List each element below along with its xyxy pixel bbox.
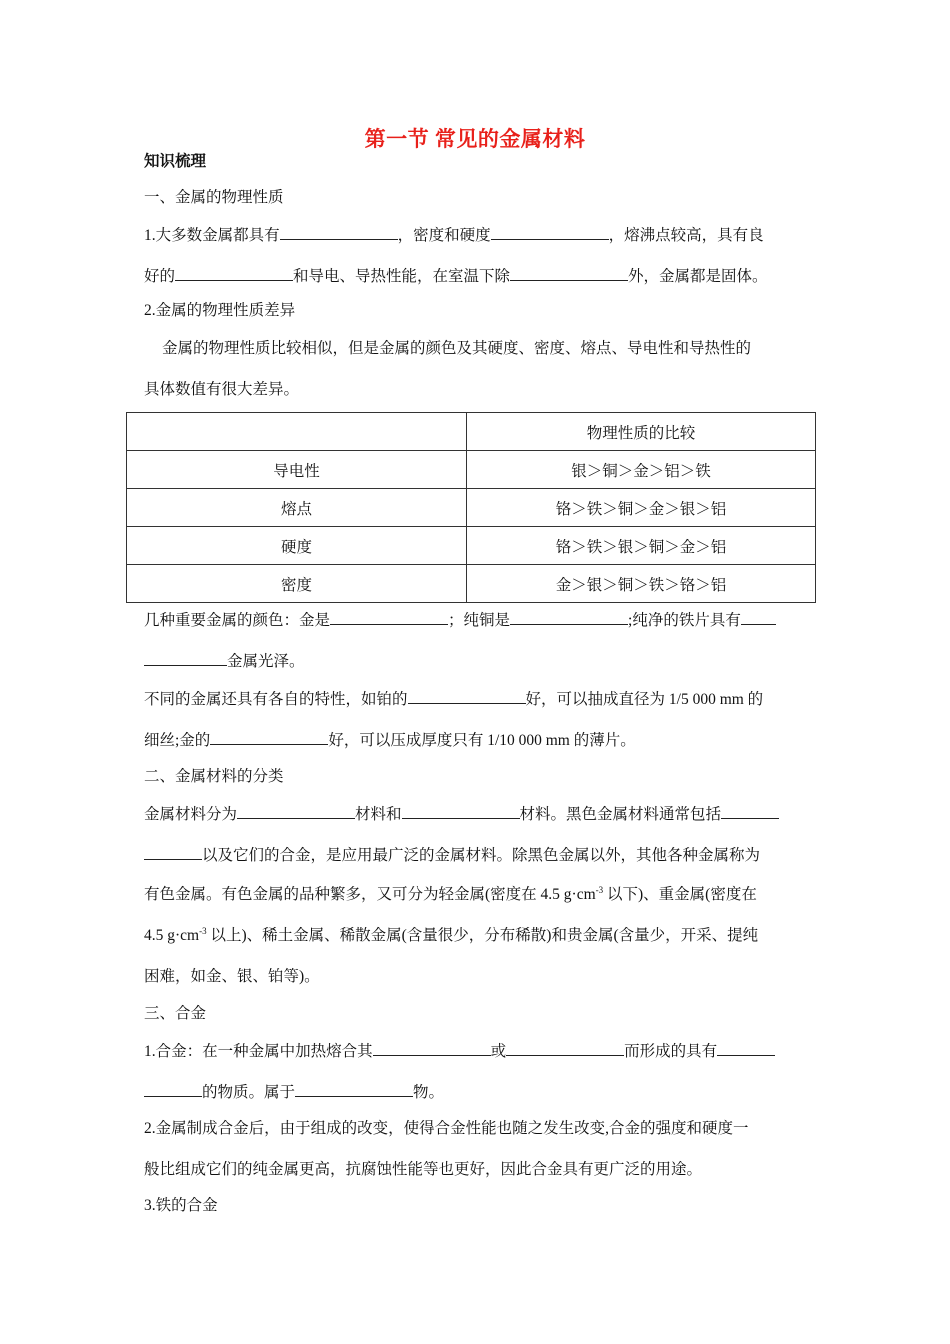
paragraph-2-line-1: 金属的物理性质比较相似，但是金属的颜色及其硬度、密度、熔点、导电性和导热性的 (162, 340, 752, 357)
fill-blank[interactable] (210, 729, 328, 745)
text: 和导电、导热性能，在室温下除 (293, 268, 511, 285)
text: 好，可以抽成直径为 1/5 000 mm 的 (525, 691, 764, 708)
property-cell: 密度 (127, 565, 467, 603)
table-header-cell: 物理性质的比较 (467, 413, 816, 451)
paragraph-1-line-2 (144, 265, 808, 287)
table-row (127, 451, 816, 489)
metal-colors-line-1 (144, 609, 808, 631)
fill-blank[interactable] (295, 1081, 413, 1097)
page-title: 第一节 常见的金属材料 (364, 127, 586, 151)
text: 好，可以压成厚度只有 1/10 000 mm 的薄片。 (328, 732, 636, 749)
text: 有色金属。有色金属的品种繁多，又可分为轻金属(密度在 4.5 g·cm (144, 886, 596, 903)
text: 而形成的具有 (624, 1043, 718, 1060)
section-heading: 知识梳理 (144, 153, 207, 170)
text: 1.大多数金属都具有 (144, 227, 280, 244)
fill-blank[interactable] (408, 688, 526, 704)
paragraph-1-line-1 (144, 224, 808, 246)
heading-property-differences: 2.金属的物理性质差异 (144, 302, 296, 319)
alloy-paragraph-2-line-1: 2.金属制成合金后，由于组成的改变，使得合金性能也随之发生改变,合金的强度和硬度一 (144, 1120, 749, 1137)
fill-blank[interactable] (510, 609, 628, 625)
text: 不同的金属还具有各自的特性，如铂的 (144, 691, 408, 708)
text: 金属光泽。 (227, 653, 305, 670)
table-cell (127, 413, 467, 451)
text: 几种重要金属的颜色：金是 (144, 612, 331, 629)
text: ，熔沸点较高，具有良 (608, 227, 764, 244)
heading-classification: 二、金属材料的分类 (144, 768, 284, 785)
text: ;纯净的铁片具有 (628, 612, 741, 629)
text: 4.5 g·cm (144, 927, 200, 944)
property-cell: 硬度 (127, 527, 467, 565)
text: 1.合金：在一种金属中加热熔合其 (144, 1043, 373, 1060)
fill-blank[interactable] (506, 1040, 624, 1056)
traits-line-2 (144, 729, 808, 751)
heading-iron-alloy: 3.铁的合金 (144, 1197, 218, 1214)
order-cell: 金＞银＞铜＞铁＞铬＞铝 (467, 565, 816, 603)
order-cell: 银＞铜＞金＞铝＞铁 (467, 451, 816, 489)
fill-blank[interactable] (144, 1081, 202, 1097)
text: 好的 (144, 268, 176, 285)
metal-colors-line-2 (144, 650, 808, 672)
fill-blank[interactable] (510, 265, 628, 281)
classification-line-1 (144, 803, 808, 825)
property-comparison-table (126, 412, 816, 603)
text: 的物质。属于 (202, 1084, 296, 1101)
fill-blank[interactable] (330, 609, 448, 625)
fill-blank[interactable] (144, 844, 202, 860)
fill-blank[interactable] (175, 265, 293, 281)
alloy-paragraph-2-line-2: 般比组成它们的纯金属更高，抗腐蚀性能等也更好，因此合金具有更广泛的用途。 (144, 1161, 703, 1178)
order-cell: 铬＞铁＞银＞铜＞金＞铝 (467, 527, 816, 565)
table-header-row (127, 413, 816, 451)
table-row (127, 565, 816, 603)
text: 以下)、重金属(密度在 (603, 886, 757, 903)
text: 以上)、稀土金属、稀散金属(含量很少，分布稀散)和贵金属(含量少，开采、提纯 (206, 927, 759, 944)
table-row (127, 527, 816, 565)
superscript: -3 (595, 885, 604, 895)
alloy-line-1 (144, 1040, 808, 1062)
text: 物。 (413, 1084, 445, 1101)
traits-line-1 (144, 688, 808, 710)
text: 以及它们的合金，是应用最广泛的金属材料。除黑色金属以外，其他各种金属称为 (202, 847, 761, 864)
classification-line-2 (144, 844, 808, 866)
heading-alloy: 三、合金 (144, 1005, 207, 1022)
property-cell: 熔点 (127, 489, 467, 527)
classification-line-5: 困难，如金、银、铂等)。 (144, 968, 320, 985)
text: 细丝;金的 (144, 732, 211, 749)
superscript: -3 (199, 926, 207, 936)
fill-blank[interactable] (402, 803, 520, 819)
paragraph-2-line-2: 具体数值有很大差异。 (144, 381, 300, 398)
fill-blank[interactable] (373, 1040, 491, 1056)
fill-blank[interactable] (721, 803, 779, 819)
table-row (127, 489, 816, 527)
order-cell: 铬＞铁＞铜＞金＞银＞铝 (467, 489, 816, 527)
text: 材料。黑色金属材料通常包括 (519, 806, 722, 823)
text: 或 (490, 1043, 507, 1060)
text: ，密度和硬度 (397, 227, 491, 244)
fill-blank[interactable] (741, 609, 776, 625)
text: ；纯铜是 (448, 612, 511, 629)
fill-blank[interactable] (491, 224, 609, 240)
property-cell: 导电性 (127, 451, 467, 489)
text: 材料和 (355, 806, 402, 823)
text: 金属材料分为 (144, 806, 238, 823)
heading-physical-properties: 一、金属的物理性质 (144, 189, 284, 206)
fill-blank[interactable] (237, 803, 355, 819)
classification-line-3 (144, 885, 808, 905)
fill-blank[interactable] (717, 1040, 775, 1056)
classification-line-4 (144, 926, 808, 946)
fill-blank[interactable] (280, 224, 398, 240)
fill-blank[interactable] (144, 650, 227, 666)
text: 外，金属都是固体。 (628, 268, 768, 285)
alloy-line-2 (144, 1081, 808, 1103)
